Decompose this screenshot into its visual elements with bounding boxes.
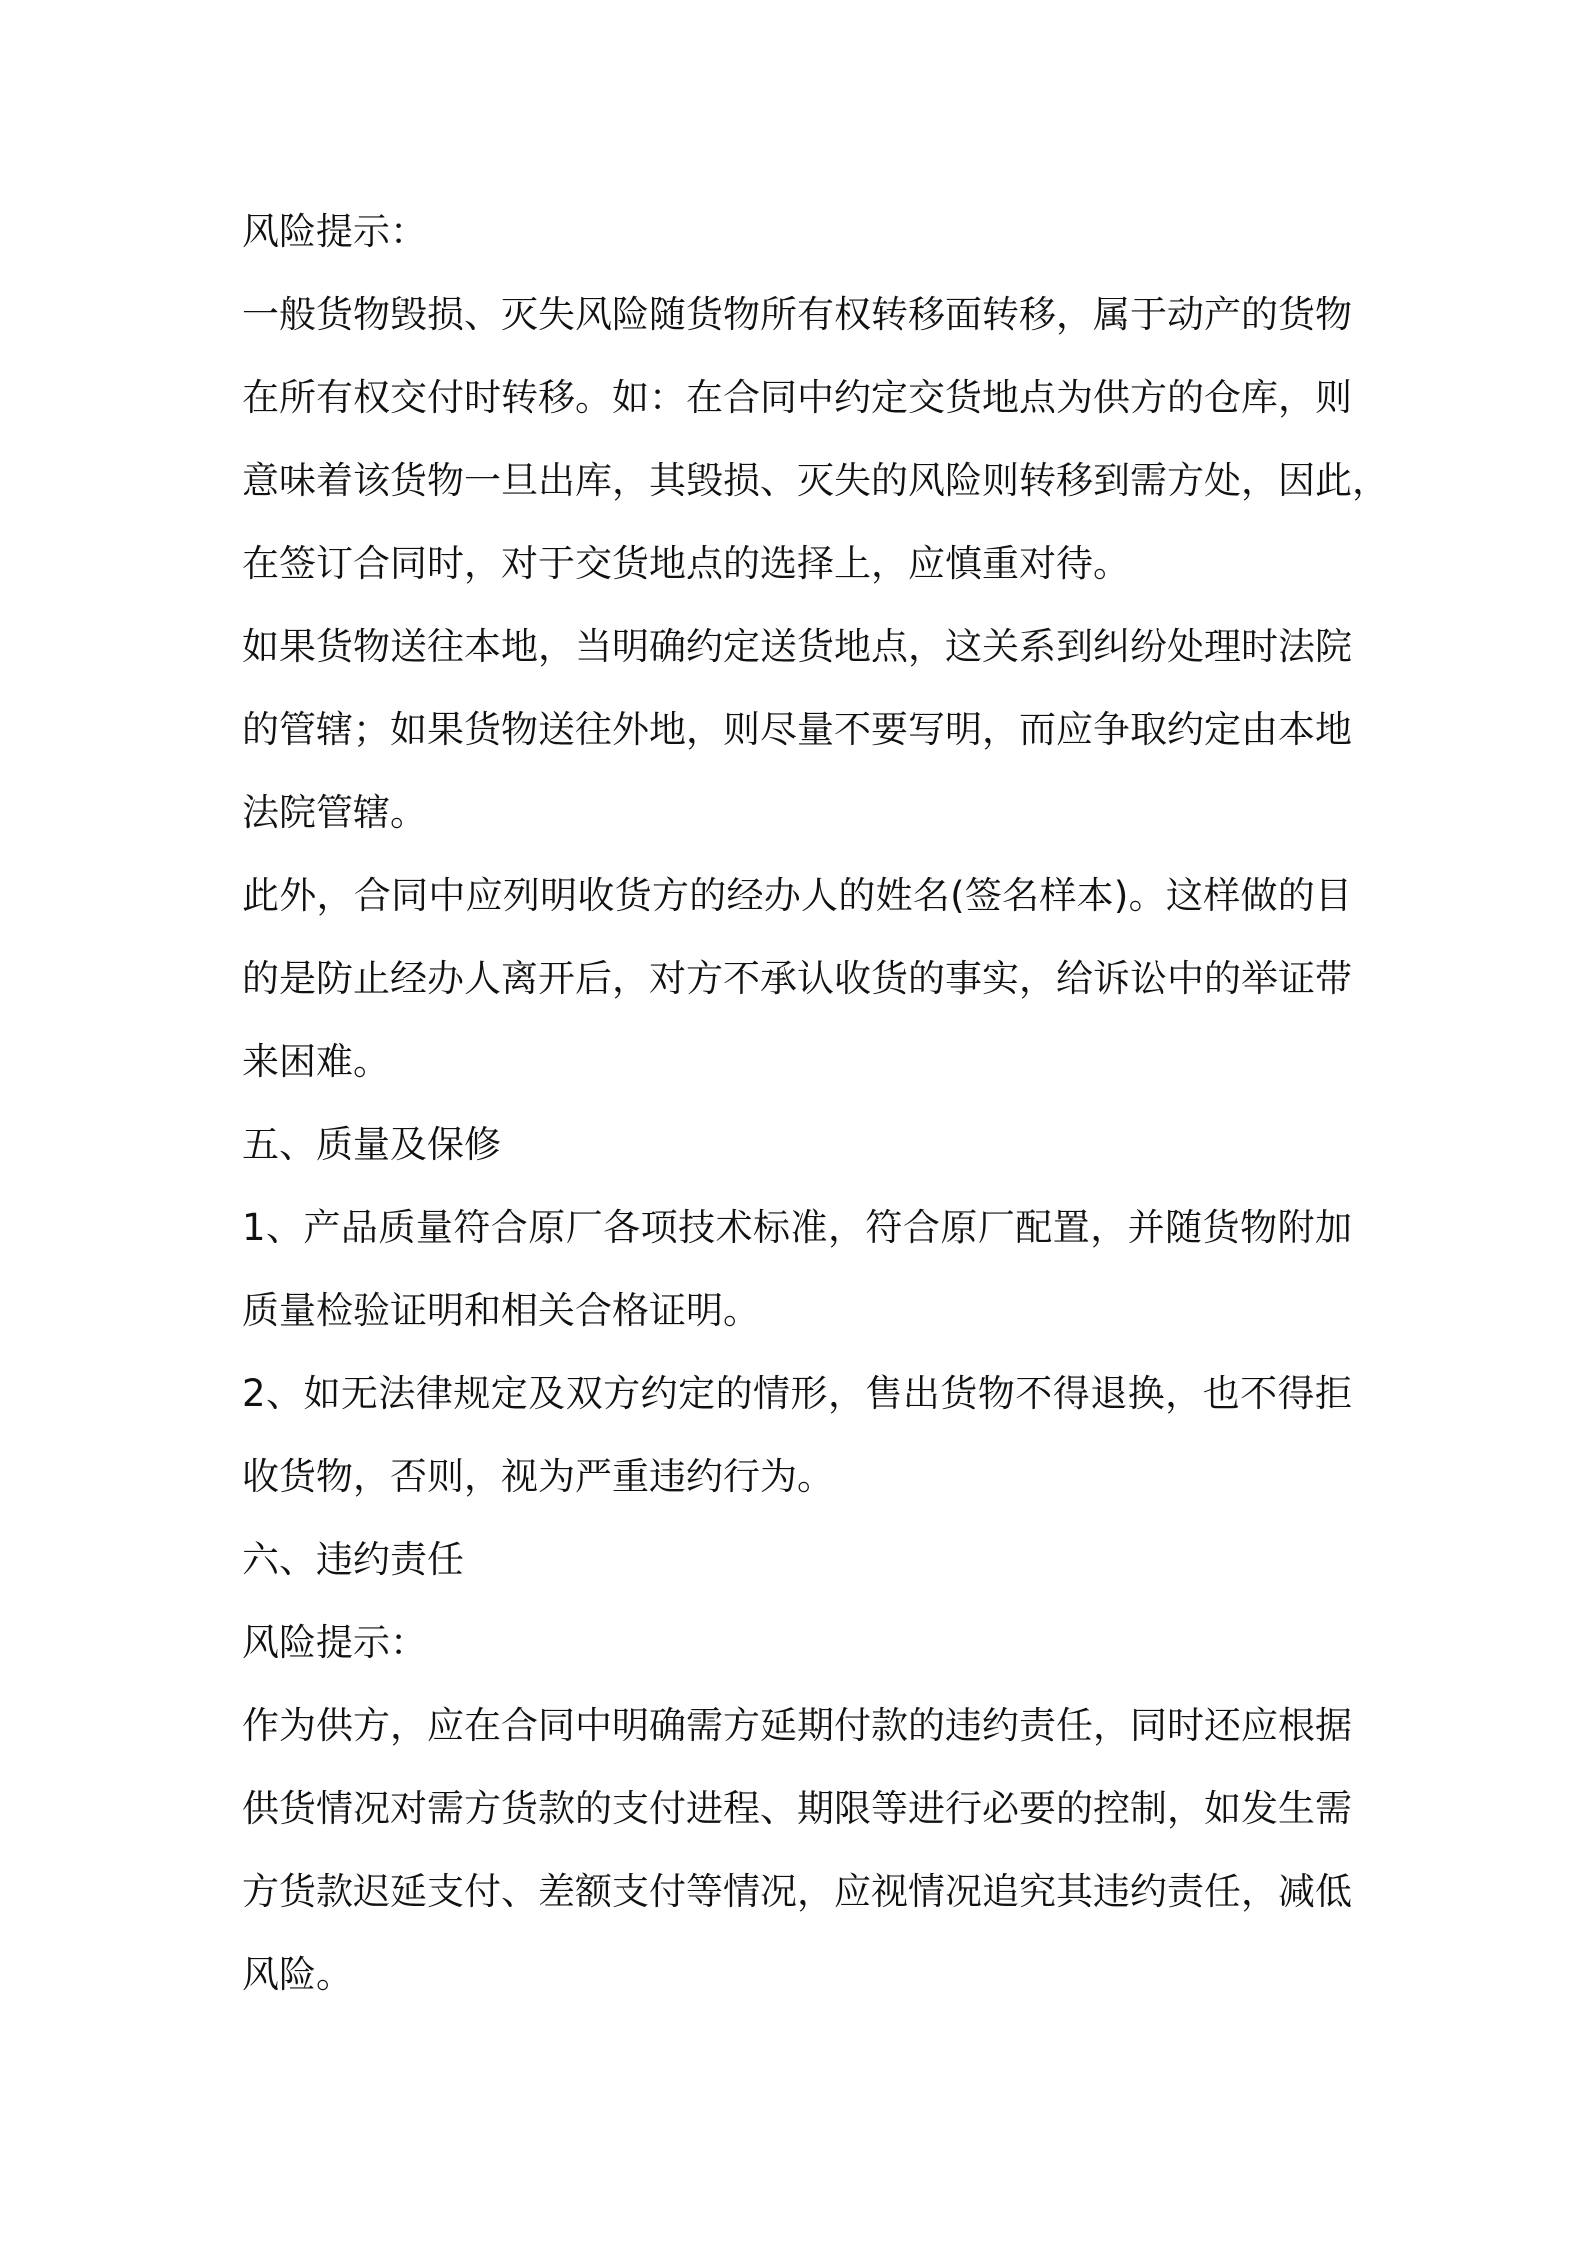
document-body [242, 190, 1389, 2016]
paragraph-line: 作为供方，应在合同中明确需方延期付款的违约责任，同时还应根据 [242, 1704, 1352, 1747]
paragraph-line: 风险。 [242, 1953, 353, 1996]
list-item-line: 1、产品质量符合原厂各项技术标准，符合原厂配置，并随货物附加 [242, 1206, 1352, 1249]
paragraph-line: 如果货物送往本地，当明确约定送货地点，这关系到纠纷处理时法院 [242, 625, 1352, 668]
heading-risk-notice-2: 风险提示： [242, 1621, 427, 1664]
section-heading-quality: 五、质量及保修 [242, 1123, 501, 1166]
paragraph-line: 法院管辖。 [242, 791, 427, 834]
list-item-line: 质量检验证明和相关合格证明。 [242, 1289, 760, 1332]
list-item-line: 2、如无法律规定及双方约定的情形，售出货物不得退换，也不得拒 [242, 1372, 1352, 1415]
paragraph-line: 在所有权交付时转移。如：在合同中约定交货地点为供方的仓库，则 [242, 376, 1352, 419]
paragraph-line: 供货情况对需方货款的支付进程、期限等进行必要的控制，如发生需 [242, 1787, 1352, 1830]
paragraph-line: 意味着该货物一旦出库，其毁损、灭失的风险则转移到需方处，因此， [242, 459, 1389, 502]
paragraph-line: 此外，合同中应列明收货方的经办人的姓名(签名样本)。这样做的目 [242, 874, 1352, 917]
heading-risk-notice-1: 风险提示： [242, 210, 427, 253]
paragraph-line: 的管辖；如果货物送往外地，则尽量不要写明，而应争取约定由本地 [242, 708, 1352, 751]
paragraph-line: 方货款迟延支付、差额支付等情况，应视情况追究其违约责任，减低 [242, 1870, 1352, 1913]
paragraph-line: 一般货物毁损、灭失风险随货物所有权转移面转移，属于动产的货物 [242, 293, 1352, 336]
section-heading-liability: 六、违约责任 [242, 1538, 464, 1581]
list-item-line: 收货物，否则，视为严重违约行为。 [242, 1455, 834, 1498]
paragraph-line: 在签订合同时，对于交货地点的选择上，应慎重对待。 [242, 542, 1130, 585]
paragraph-line: 来困难。 [242, 1040, 390, 1083]
paragraph-line: 的是防止经办人离开后，对方不承认收货的事实，给诉讼中的举证带 [242, 957, 1352, 1000]
